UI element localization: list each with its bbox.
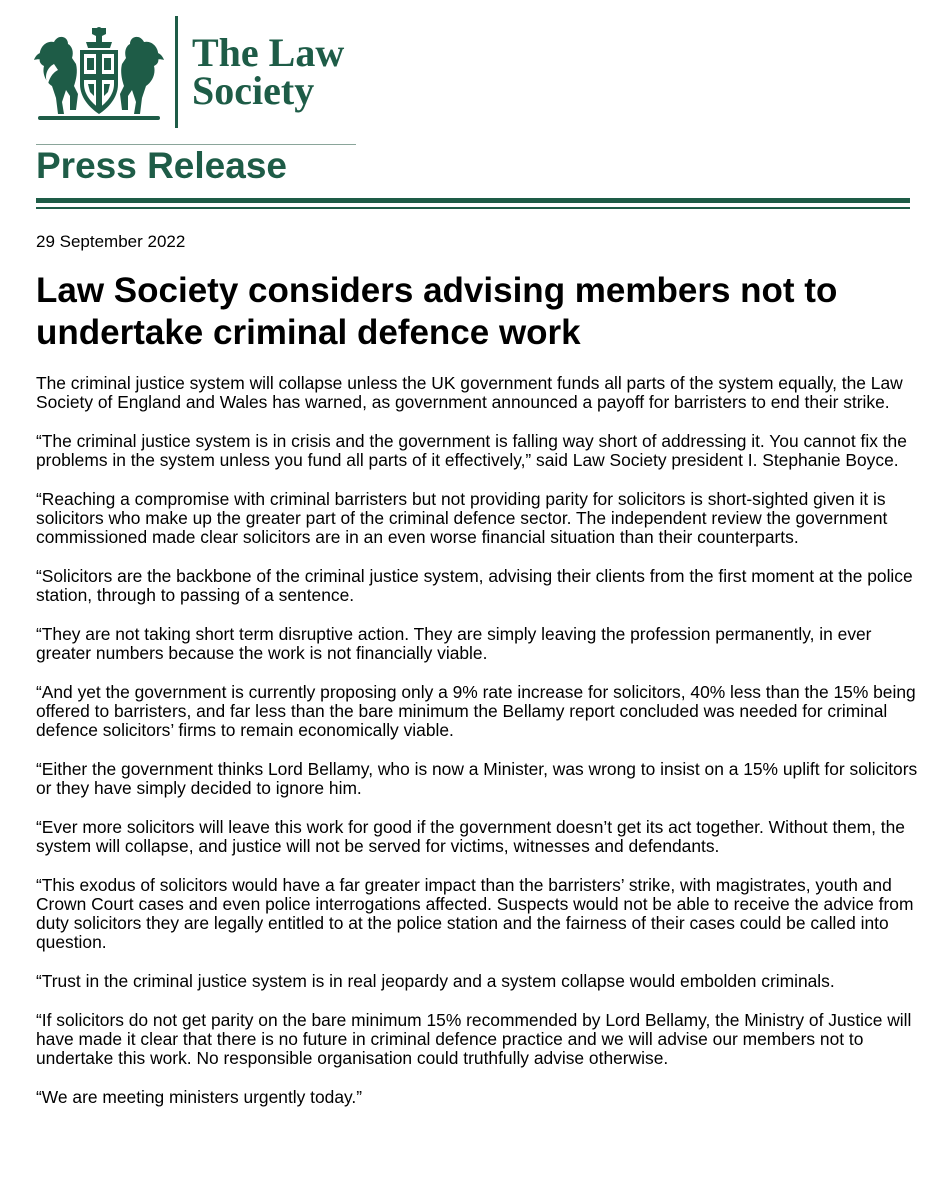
paragraph: “Reaching a compromise with criminal barristers but not providing parity for solicitors is short-sighted given it is solicitors who make up the greater part of the criminal defence sector. The independent review the government commissioned made clear solicitors are in an even worse financial situation than their counterparts. — [36, 489, 888, 547]
paragraph: “Either the government thinks Lord Bellamy, who is now a Minister, was wrong to insist on a 15% uplift for solicitors or they have simply decided to ignore him. — [36, 759, 918, 798]
header-rule-thick — [36, 198, 910, 203]
paragraph: The criminal justice system will collapse unless the UK government funds all parts of the system equally, the Law Society of England and Wales has warned, as government announced a payoff for barristers to end their strike. — [36, 373, 903, 412]
logo-wordmark — [192, 30, 345, 113]
header-rule-thin — [36, 207, 910, 209]
paragraph: “Ever more solicitors will leave this work for good if the government doesn’t get its act together. Without them, the system will collapse, and justice will not be served for victims, witnesses and defendants. — [36, 817, 905, 856]
coat-of-arms-icon — [34, 24, 164, 124]
paragraph: “Trust in the criminal justice system is in real jeopardy and a system collapse would embolden criminals. — [36, 971, 835, 991]
logo-line-1: The Law — [192, 30, 345, 75]
paragraph: “The criminal justice system is in crisis and the government is falling way short of addressing it. You cannot fix the problems in the system unless you fund all parts of it effectively,” said Law Society president I. Stephanie Boyce. — [36, 431, 907, 470]
paragraph: “And yet the government is currently proposing only a 9% rate increase for solicitors, 40% less than the 15% being offered to barristers, and far less than the bare minimum the Bellamy report concluded was needed for criminal defence solicitors’ firms to remain economically viable. — [36, 682, 916, 740]
logo-divider — [175, 16, 178, 128]
headline: Law Society considers advising members not to undertake criminal defence work — [36, 271, 838, 352]
paragraph: “If solicitors do not get parity on the bare minimum 15% recommended by Lord Bellamy, the Ministry of Justice will have made it clear that there is no future in criminal defence practice and we will advise our members not to undertake this work. No responsible organisation could truthfully advise otherwise. — [36, 1010, 912, 1068]
paragraph: “They are not taking short term disruptive action. They are simply leaving the profession permanently, in ever greater numbers because the work is not financially viable. — [36, 624, 872, 663]
article-body — [36, 374, 922, 1127]
release-date: 29 September 2022 — [36, 232, 186, 251]
paragraph: “We are meeting ministers urgently today.” — [36, 1087, 363, 1107]
paragraph: “This exodus of solicitors would have a far greater impact than the barristers’ strike, with magistrates, youth and Crown Court cases and even police interrogations affected. Suspects would not be able to receive the advice from duty solicitors they are legally entitled to at the police station and the fairness of their cases could be called into question. — [36, 875, 914, 952]
paragraph: “Solicitors are the backbone of the criminal justice system, advising their clients from the first moment at the police station, through to passing of a sentence. — [36, 566, 913, 605]
law-society-logo — [34, 16, 364, 128]
section-title: Press Release — [36, 145, 287, 186]
logo-line-2: Society — [192, 68, 315, 113]
